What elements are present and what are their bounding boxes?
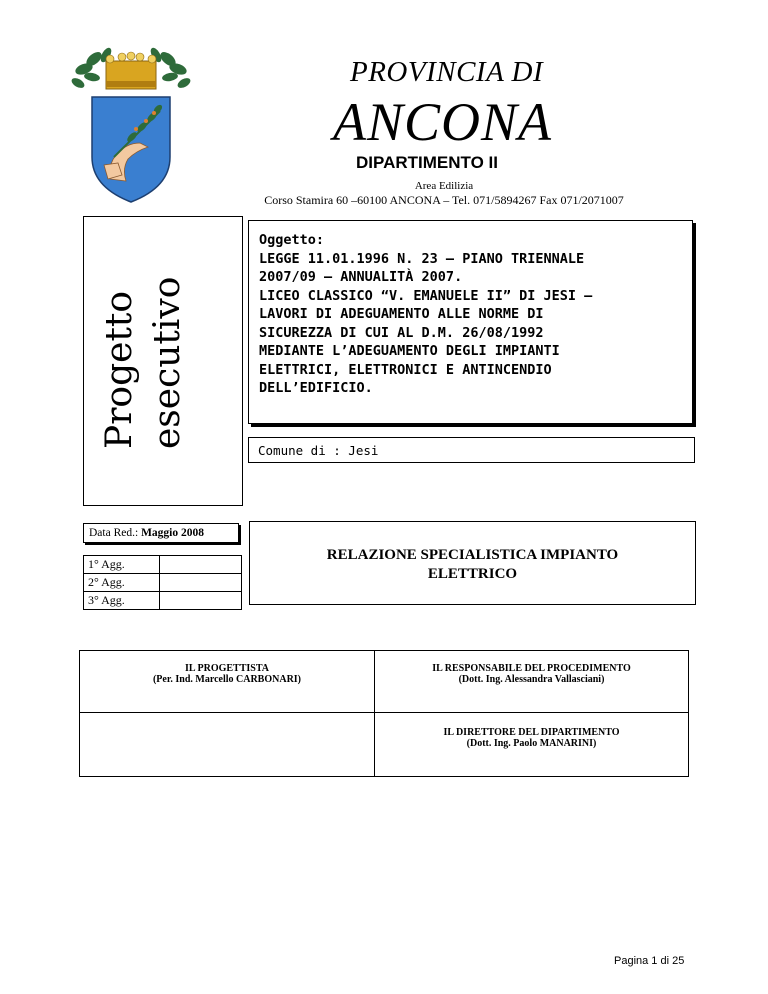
relazione-title-box xyxy=(249,521,696,605)
project-type-box xyxy=(83,216,243,506)
project-type-word: Progetto xyxy=(99,290,140,449)
oggetto-line: LICEO CLASSICO “V. EMANUELE II” DI JESI – xyxy=(259,287,593,304)
data-red-label: Data Red.: xyxy=(89,527,139,539)
responsabile-cell xyxy=(375,651,689,713)
agg-value xyxy=(160,556,242,574)
sig-role: IL DIRETTORE DEL DIPARTIMENTO xyxy=(443,727,620,738)
oggetto-box xyxy=(248,220,693,424)
relazione-line: RELAZIONE SPECIALISTICA IMPIANTO xyxy=(326,547,619,563)
page-number: Pagina 1 di 25 xyxy=(614,955,685,967)
ancona-title: ANCONA xyxy=(333,92,553,152)
data-redazione xyxy=(83,523,239,543)
agg-value xyxy=(160,574,242,592)
sig-name: (Per. Ind. Marcello CARBONARI) xyxy=(152,674,302,685)
comune-box: Comune di : Jesi xyxy=(248,437,695,463)
project-type-label xyxy=(96,209,192,449)
agg-label: 1° Agg. xyxy=(84,556,160,574)
oggetto-line: 2007/09 – ANNUALITÀ 2007. xyxy=(259,269,463,285)
oggetto-line: LAVORI DI ADEGUAMENTO ALLE NORME DI xyxy=(259,306,544,322)
table-row xyxy=(80,651,689,713)
progettista-cell xyxy=(80,651,375,713)
agg-label: 2° Agg. xyxy=(84,574,160,592)
area-edilizia: Area Edilizia xyxy=(414,180,474,192)
aggiornamenti-table xyxy=(83,555,242,610)
agg-label: 3° Agg. xyxy=(84,592,160,610)
oggetto-label: Oggetto: xyxy=(259,232,325,248)
oggetto-line: ELETTRICI, ELETTRONICI E ANTINCENDIO xyxy=(259,361,552,378)
address: Corso Stamira 60 –60100 ANCONA – Tel. 071/5894267 Fax 071/2071007 xyxy=(264,193,624,207)
data-red-value: Maggio 2008 xyxy=(141,527,204,539)
sig-name: (Dott. Ing. Alessandra Vallasciani) xyxy=(458,674,605,685)
provincia-di: PROVINCIA DI xyxy=(350,56,544,88)
table-row xyxy=(84,556,242,574)
oggetto-line: LEGGE 11.01.1996 N. 23 – PIANO TRIENNALE xyxy=(259,250,585,267)
agg-value xyxy=(160,592,242,610)
oggetto-line: MEDIANTE L’ADEGUAMENTO DEGLI IMPIANTI xyxy=(259,343,560,359)
relazione-line: ELETTRICO xyxy=(427,566,518,582)
oggetto-line: DELL’EDIFICIO. xyxy=(259,380,373,396)
signatures-table xyxy=(79,650,689,777)
sig-role: IL RESPONSABILE DEL PROCEDIMENTO xyxy=(432,663,631,674)
table-row xyxy=(84,574,242,592)
direttore-cell xyxy=(375,713,689,777)
dipartimento: DIPARTIMENTO II xyxy=(356,153,498,172)
oggetto-line: SICUREZZA DI CUI AL D.M. 26/08/1992 xyxy=(259,324,544,341)
table-row xyxy=(80,713,689,777)
table-row xyxy=(84,592,242,610)
empty-cell xyxy=(80,713,375,777)
sig-role: IL PROGETTISTA xyxy=(184,663,269,674)
project-type-word: esecutivo xyxy=(147,276,188,449)
sig-name: (Dott. Ing. Paolo MANARINI) xyxy=(466,738,597,749)
